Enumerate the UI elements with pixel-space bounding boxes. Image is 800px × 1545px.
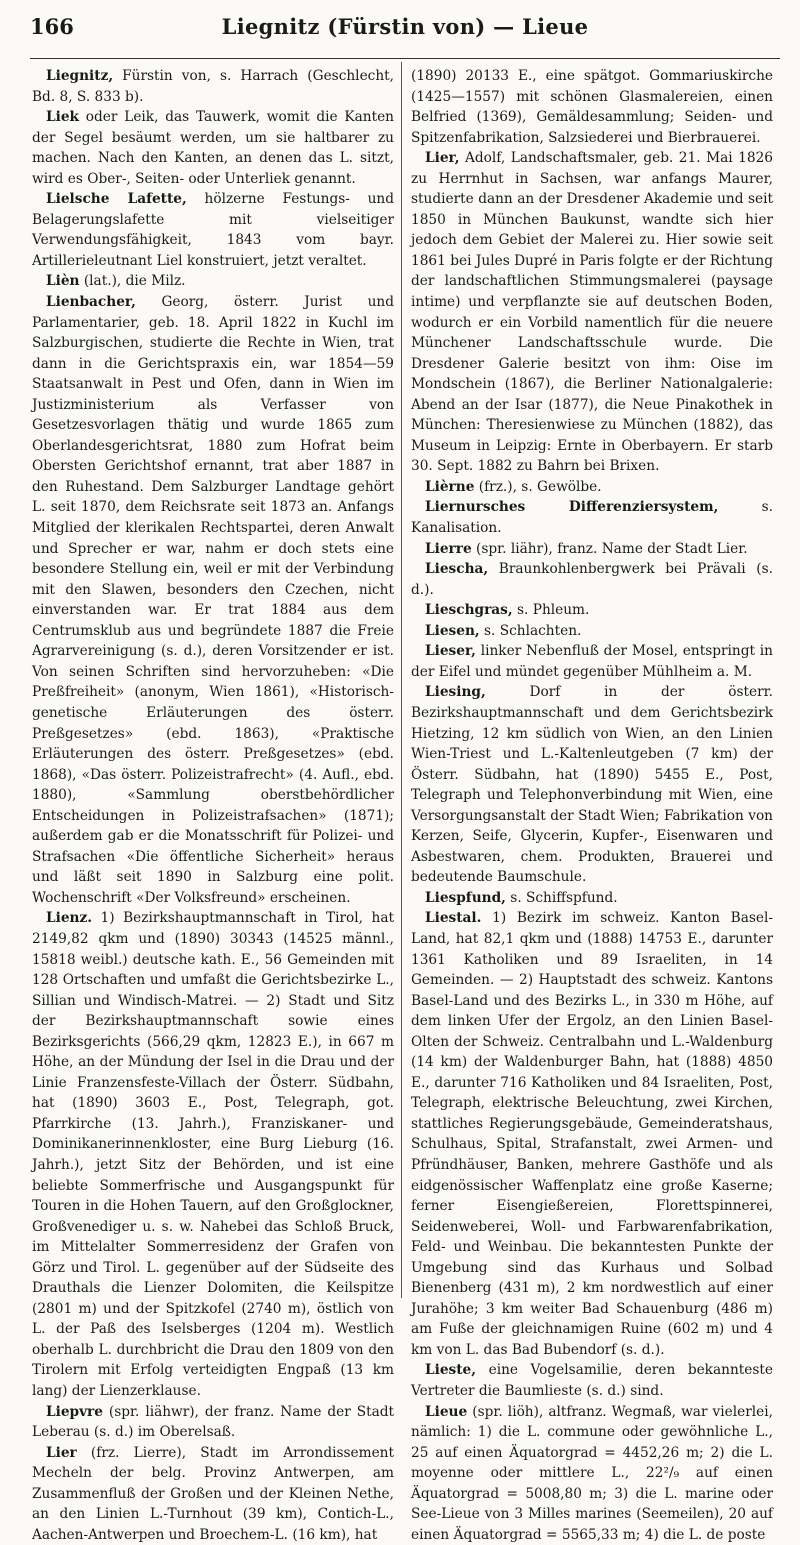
entry-lienbacher <box>32 292 394 908</box>
headword: Lier, <box>425 150 460 167</box>
entry-lierre <box>411 539 773 560</box>
entry-text: 1) Bezirk im schweiz. Kanton Basel-Land, hat 82,1 qkm und (1888) 14753 E., darunter 1361 Katholiken und 89 Israeliten, in 14 Gemeinden. — 2) Hauptstadt des schweiz. Kantons Basel-Land und des Bezirks L., in 330 m Höhe, auf dem linken Ufer der Ergolz, an den Linien Basel-Olten der Schweiz. Centralbahn und L.-Waldenburg (14 km) der Waldenburger Bahn, hat (1888) 4850 E., darunter 716 Katholiken und 84 Israeliten, Post, Telegraph, elektrische Beleuchtung, zwei Kirchen, stattliches Regierungsgebäude, Gemeinderatshaus, Schulhaus, Spital, Strafanstalt, zwei Armen- und Pfründhäuser, Banken, mehrere Gasthöfe und als eidgenössischer Waffenplatz eine große Kaserne; ferner Eisengießereien, Florettspinnerei, Seidenweberei, Woll- und Farbwarenfabrikation, Feld- und Weinbau. Die bekanntesten Punkte der Umgebung sind das Kurhaus und Solbad Bienenberg (431 m), 2 km nordwestlich auf einer Jurahöhe; 3 km weiter Bad Schauenburg (486 m) am Fuße der gleichnamigen Ruine (602 m) und 4 km von L. das Bad Bubendorf (s. d.). <box>411 910 773 1358</box>
entry-text: Braunkohlenbergwerk bei Prävali (s. d.). <box>411 561 773 598</box>
entry-lierne <box>411 477 773 498</box>
entry-text: (frz.), s. Gewölbe. <box>474 478 602 495</box>
headword: Lieue <box>425 1403 468 1420</box>
entry-text: (1890) 20133 E., eine spätgot. Gommariuskirche (1425—1557) mit schönen Glasmalereien, einen Belfried (1369), Gemäldesammlung; Seiden- und Spitzenfabrikation, Salzsiederei und Bierbrauerei. <box>411 68 773 146</box>
entry-lier-stadt <box>32 1443 394 1545</box>
headword: Liernursches Differenziersystem, <box>425 499 719 516</box>
entry-lieue <box>411 1402 773 1545</box>
column-divider <box>401 62 402 1298</box>
headword: Lieschgras, <box>425 602 513 619</box>
entry-lieser <box>411 641 773 682</box>
page-number: 166 <box>30 14 74 39</box>
entry-text: 1) Bezirkshauptmannschaft in Tirol, hat 2149,82 qkm und (1890) 30343 (14525 männl., 15818 weibl.) deutsche kath. E., 56 Gemeinden mit 128 Ortschaften und umfaßt die Gerichtsbezirke L., Sillian und Windisch-Matrei. — 2) Stadt und Sitz der Bezirkshauptmannschaft sowie eines Bezirksgerichts (566,29 qkm, 12823 E.), in 667 m Höhe, an der Mündung der Isel in die Drau und der Linie Franzensfeste-Villach der Österr. Südbahn, hat (1890) 3603 E., Post, Telegraph, got. Pfarrkirche (13. Jahrh.), Franziskaner- und Dominikanerinnenkloster, eine Burg Lieburg (16. Jahrh.), jetzt Sitz der Behörden, und ist eine beliebte Sommerfrische und Ausgangspunkt für Touren in die Hohen Tauern, auf den Großglockner, Großvenediger u. s. w. Nahebei das Schloß Bruck, im Mittelalter Sommerresidenz der Grafen von Görz und Tirol. L. gegenüber auf der Südseite des Drauthals die Lienzer Dolomiten, die Keilspitze (2801 m) und der Spitzkofel (2740 m), östlich von L. der Paß des Iselsberges (1204 m). Westlich oberhalb L. durchbricht die Drau den 1809 von den Tirolern mit Erfolg verteidigten Engpaß (13 km lang) der Lienzerklause. <box>32 910 394 1399</box>
entry-text: Fürstin von, s. Harrach (Geschlecht, Bd. 8, S. 833 b). <box>32 68 394 105</box>
entry-liegnitz <box>32 66 394 107</box>
headword: Lieser, <box>425 643 476 660</box>
entry-liepvre <box>32 1402 394 1443</box>
headword: Liesing, <box>425 684 486 701</box>
entry-text: Dorf in der österr. Bezirkshauptmannschaft und dem Gerichtsbezirk Hietzing, 12 km südlich von Wien, an den Linien Wien-Triest und L.-Kaltenleutgeben (7 km) der Österr. Südbahn, hat (1890) 5455 E., Post, Telegraph und Telephonverbindung mit Wien, eine Versorgungsanstalt der Stadt Wien; Fabrikation von Kerzen, Seife, Glycerin, Kupfer-, Eisenwaren und Asbestwaren, chem. Produkten, Brauerei und bedeutende Baumschule. <box>411 684 773 886</box>
headword: Liegnitz, <box>46 68 114 84</box>
headword: Lieste, <box>425 1362 477 1379</box>
header-rule <box>30 58 780 59</box>
entry-lienz <box>32 908 394 1401</box>
entry-text: linker Nebenfluß der Mosel, entspringt in der Eifel und mündet gegenüber Mühlheim a. M. <box>411 643 773 680</box>
headword: Liestal. <box>425 910 482 927</box>
headword: Lier <box>46 1444 77 1461</box>
entry-lier-adolf <box>411 148 773 477</box>
entry-lieschgras <box>411 600 773 621</box>
headword: Liepvre <box>46 1403 103 1420</box>
headword: Liesen, <box>425 622 480 639</box>
entry-liestal <box>411 908 773 1360</box>
right-column <box>411 66 773 1545</box>
entry-text: s. Kanalisation. <box>411 499 773 537</box>
entry-text: (spr. liähwr), der franz. Name der Stadt Leberau (s. d.) im Oberelsaß. <box>32 1403 394 1441</box>
entry-lieste <box>411 1360 773 1401</box>
page-header <box>30 14 780 48</box>
entry-text: Adolf, Landschaftsmaler, geb. 21. Mai 1826 zu Herrnhut in Sachsen, war anfangs Maurer, studierte dann an der Dresdener Akademie und seit 1850 in München Baukunst, wandte sich hier jedoch dem Gebiet der Malerei zu. Hier sowie seit 1861 bei Jules Dupré in Paris folgte er der Richtung der landschaftlichen Stimmungsmalerei (paysage intime) und verpflanzte sie auf deutschen Boden, wodurch er ein Vorbild namentlich für die neuere Münchener Landschaftsschule wurde. Die Dresdener Galerie besitzt von ihm: Oise im Mondschein (1867), die Berliner Nationalgalerie: Abend an der Isar (1877), die Neue Pinakothek in München: Theresienwiese zu München (1882), das Museum in Leipzig: Ernte in Oberbayern. Er starb 30. Sept. 1882 zu Bahrn bei Brixen. <box>411 150 773 475</box>
headword: Liescha, <box>425 561 489 578</box>
entry-text: (spr. liöh), altfranz. Wegmaß, war vielerlei, nämlich: 1) die L. commune oder gewöhnliche L., 25 auf einen Äquatorgrad = 4452,26 m; 2) die L. moyenne oder mittlere L., 22²/₉ auf einen Äquatorgrad = 5008,80 m; 3) die L. marine oder See-Lieue von 3 Milles marines (Seemeilen), 20 auf einen Äquatorgrad = 5565,33 m; 4) die L. de poste <box>411 1403 773 1543</box>
entry-text: oder Leik, das Tauwerk, womit die Kanten der Segel besäumt werden, um sie haltbarer zu machen. Nach den Kanten, an denen das L. sitzt, wird es Ober-, Seiten- oder Unterliek genannt. <box>32 109 394 187</box>
entry-text: (frz. Lierre), Stadt im Arrondissement Mecheln der belg. Provinz Antwerpen, am Zusammenfluß der Großen und der Kleinen Nethe, an den Linien L.-Turnhout (39 km), Contich-L., Aachen-Antwerpen und Broechem-L. (16 km), hat <box>32 1444 394 1543</box>
entry-text: (lat.), die Milz. <box>79 273 186 290</box>
headword: Lienbacher, <box>46 294 136 311</box>
entry-text: eine Vogelsamilie, deren bekannteste Vertreter die Baumlieste (s. d.) sind. <box>411 1362 773 1399</box>
entry-text: s. Schlachten. <box>479 622 582 639</box>
entry-text: hölzerne Festungs- und Belagerungslafette mit vielseitiger Verwendungsfähigkeit, 1843 vom bayr. Artillerieleutnant Liel konstruiert, jetzt veraltet. <box>32 191 394 269</box>
headword: Lièrne <box>425 478 475 495</box>
running-head: Liegnitz (Fürstin von) — Lieue <box>221 14 589 39</box>
headword: Lièn <box>46 273 80 290</box>
entry-liernursches-system <box>411 497 773 538</box>
entry-liesen <box>411 621 773 642</box>
headword: Lienz. <box>46 910 93 927</box>
entry-text: s. Phleum. <box>512 602 590 619</box>
entry-liek <box>32 107 394 189</box>
entry-text: Georg, österr. Jurist und Parlamentarier, geb. 18. April 1822 in Kuchl im Salzburgischen, studierte die Rechte in Wien, trat dann in die Gerichtspraxis ein, war 1854—59 Staatsanwalt in Pest und Ofen, dann in Wien im Justizministerium als Verfasser von Gesetzesvorlagen thätig und wurde 1865 zum Oberlandesgerichtsrat, 1880 zum Hofrat beim Obersten Gerichtshof ernannt, trat aber 1887 in den Ruhestand. Dem Salzburger Landtage gehört L. seit 1870, dem Reichsrate seit 1873 an. Anfangs Mitglied der klerikalen Rechtspartei, deren Anwalt und Sprecher er war, nahm er doch stets eine besondere Stellung ein, weil er mit der Verbindung mit den Slawen, besonders den Czechen, nicht einverstanden war. Er trat 1884 aus dem Centrumsklub aus und begründete 1887 die Freie Agrarvereinigung (s. d.), deren Vorsitzender er ist. Von seinen Schriften sind hervorzuheben: «Die Preßfreiheit» (anonym, Wien 1861), «Historisch-genetische Erläuterungen des österr. Preßgesetzes» (ebd. 1863), «Praktische Erläuterungen des österr. Preßgesetzes» (ebd. 1868), «Das österr. Polizeistrafrecht» (4. Aufl., ebd. 1880), «Sammlung oberstbehördlicher Entscheidungen in Polizeistrafsachen» (1871); außerdem gab er die Monatsschrift für Polizei- und Strafsachen «Die öffentliche Sicherheit» heraus und läßt seit 1890 in Salzburg eine polit. Wochenschrift «Der Volksfreund» erscheinen. <box>32 294 394 906</box>
left-column <box>32 66 394 1545</box>
headword: Lierre <box>425 540 472 557</box>
entry-lien <box>32 271 394 292</box>
entry-lier-continued <box>411 66 773 148</box>
entry-liesing <box>411 682 773 887</box>
headword: Liek <box>46 109 80 126</box>
entry-text: (spr. liähr), franz. Name der Stadt Lier. <box>471 540 748 557</box>
headword: Liespfund, <box>425 889 506 906</box>
entry-lielsche-lafette <box>32 189 394 271</box>
headword: Lielsche Lafette, <box>46 191 187 208</box>
entry-liescha <box>411 559 773 600</box>
entry-liespfund <box>411 888 773 909</box>
entry-text: s. Schiffspfund. <box>505 889 618 906</box>
